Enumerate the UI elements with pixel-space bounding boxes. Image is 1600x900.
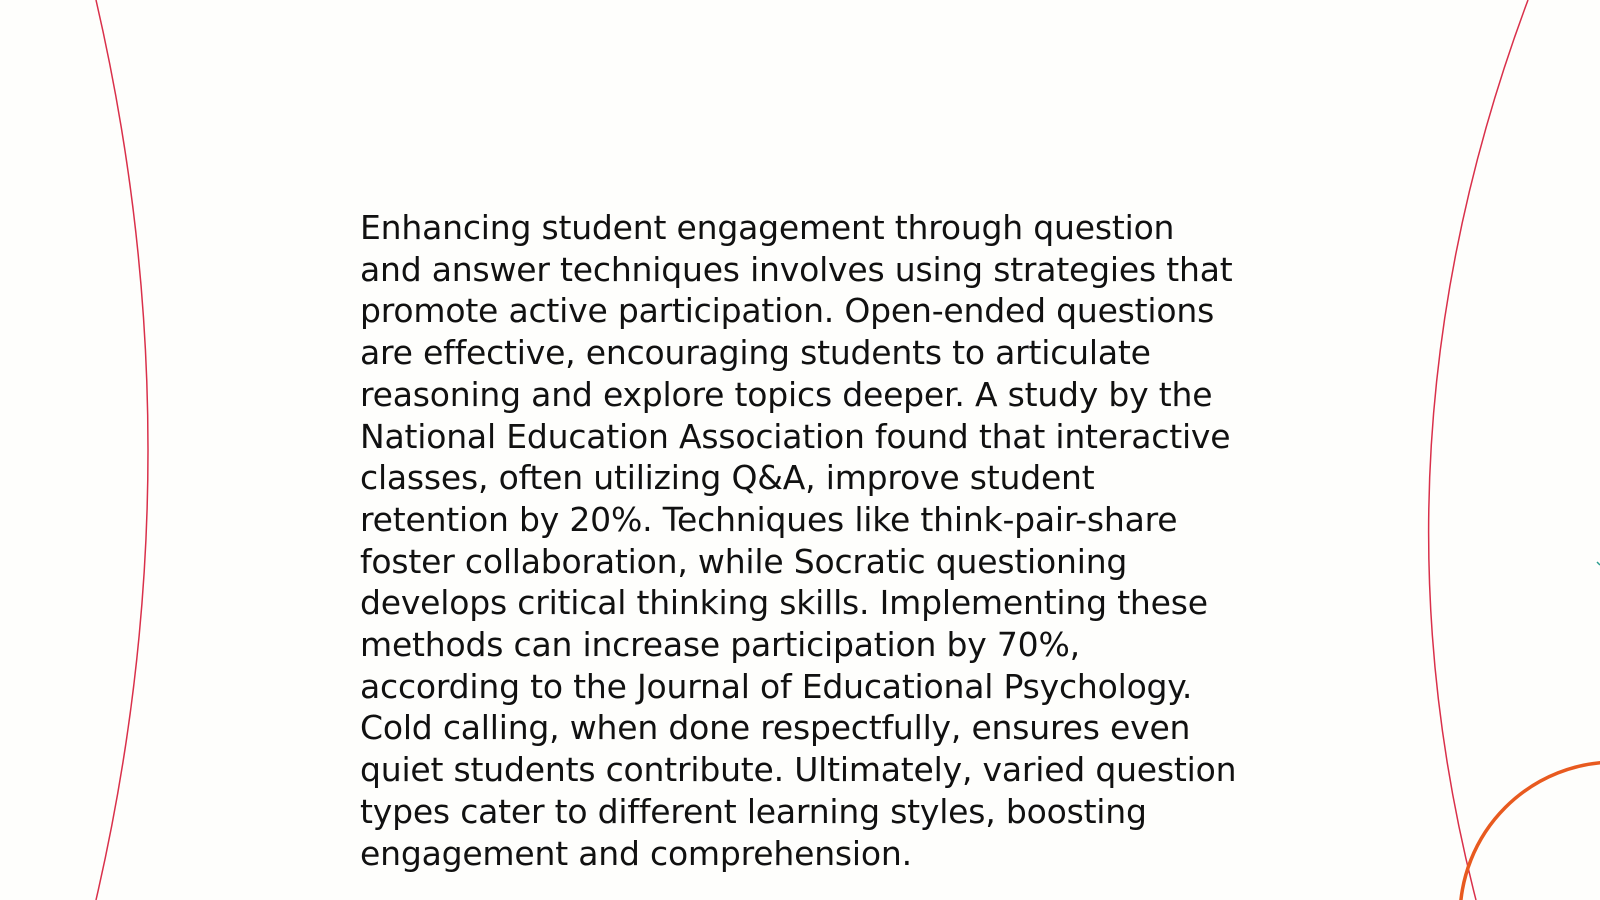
- right-arc-decoration: [1429, 0, 1528, 900]
- left-arc-decoration: [96, 0, 148, 900]
- corner-circle-decoration: [1460, 762, 1600, 900]
- body-paragraph: Enhancing student engagement through question and answer techniques involves using strategies that promote active participation. Open-ended questions are effective, encouraging students to articulate reasoning and explore topics deeper. A study by the National Education Association found that interactive classes, often utilizing Q&A, improve student retention by 20%. Techniques like think-pair-share foster collaboration, while Socratic questioning develops critical thinking skills. Implementing these methods can increase participation by 70%, according to the Journal of Educational Psychology. Cold calling, when done respectfully, ensures even quiet students contribute. Ultimately, varied question types cater to different learning styles, boosting engagement and comprehension.: [360, 208, 1237, 873]
